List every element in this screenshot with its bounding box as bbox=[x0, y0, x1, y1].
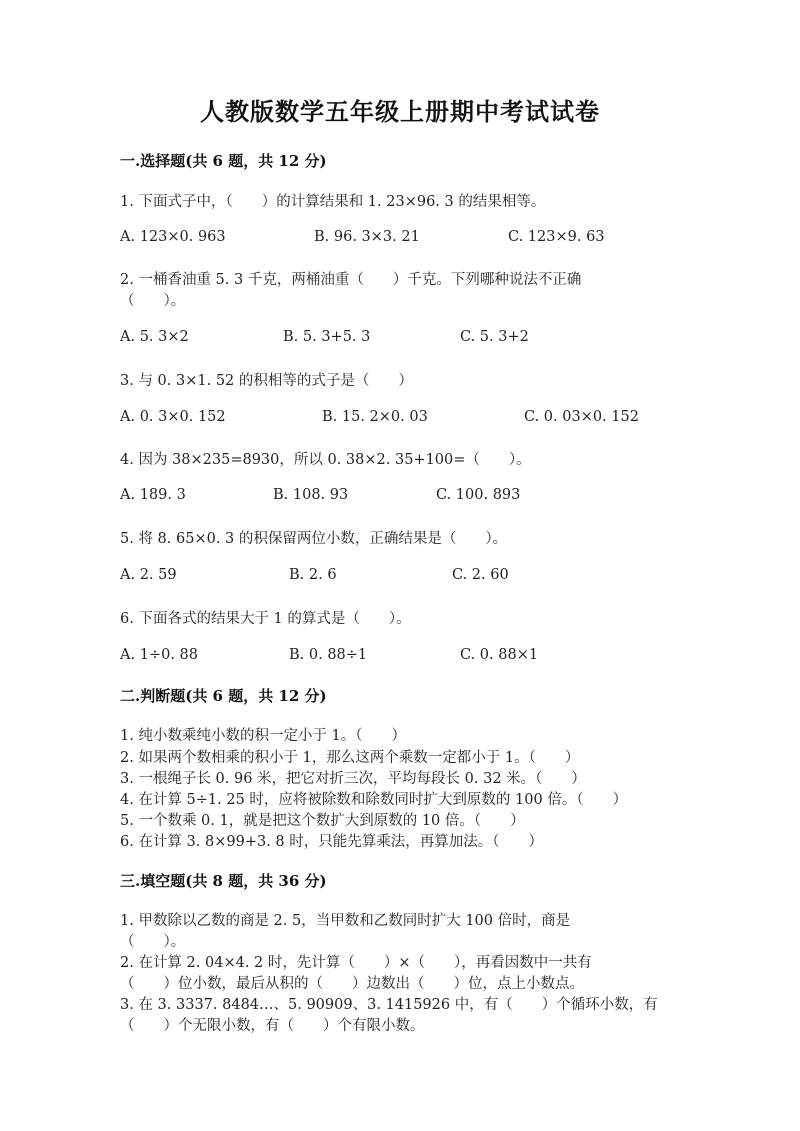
question-5-text: 5. 将 8. 65×0. 3 的积保留两位小数，正确结果是（ ）。 bbox=[120, 531, 508, 547]
q5-option-b: B. 2. 6 bbox=[289, 567, 337, 583]
q1-option-c: C. 123×9. 63 bbox=[508, 229, 605, 245]
section-heading-judgement: 二.判断题(共 6 题，共 12 分) bbox=[120, 687, 327, 705]
q4-option-a: A. 189. 3 bbox=[120, 487, 186, 503]
q3-option-b: B. 15. 2×0. 03 bbox=[322, 409, 428, 425]
judgement-item-1: 1. 纯小数乘纯小数的积一定小于 1。（ ） bbox=[120, 728, 407, 744]
q1-option-b: B. 96. 3×3. 21 bbox=[314, 229, 420, 245]
section-heading-fill-blank: 三.填空题(共 8 题，共 36 分) bbox=[120, 872, 327, 890]
judgement-item-3: 3. 一根绳子长 0. 96 米，把它对折三次，平均每段长 0. 32 米。（ ） bbox=[120, 771, 586, 787]
q5-option-a: A. 2. 59 bbox=[120, 567, 177, 583]
fill-blank-1-line2: （ ）。 bbox=[120, 934, 186, 950]
page-title: 人教版数学五年级上册期中考试试卷 bbox=[200, 97, 600, 126]
judgement-item-2: 2. 如果两个数相乘的积小于 1，那么这两个乘数一定都小于 1。（ ） bbox=[120, 750, 580, 766]
q5-option-c: C. 2. 60 bbox=[452, 567, 509, 583]
judgement-item-4: 4. 在计算 5÷1. 25 时，应将被除数和除数同时扩大到原数的 100 倍。（ ） bbox=[120, 792, 628, 808]
fill-blank-2-line1: 2. 在计算 2. 04×4. 2 时，先计算（ ）×（ ），再看因数中一共有 bbox=[120, 955, 592, 971]
question-1-text: 1. 下面式子中，（ ）的计算结果和 1. 23×96. 3 的结果相等。 bbox=[120, 194, 546, 210]
judgement-item-6: 6. 在计算 3. 8×99+3. 8 时，只能先算乘法，再算加法。（ ） bbox=[120, 834, 543, 850]
q1-option-a: A. 123×0. 963 bbox=[120, 229, 226, 245]
q3-option-c: C. 0. 03×0. 152 bbox=[524, 409, 639, 425]
q4-option-c: C. 100. 893 bbox=[436, 487, 521, 503]
q3-option-a: A. 0. 3×0. 152 bbox=[120, 409, 226, 425]
judgement-item-5: 5. 一个数乘 0. 1，就是把这个数扩大到原数的 10 倍。（ ） bbox=[120, 813, 525, 829]
fill-blank-1-line1: 1. 甲数除以乙数的商是 2. 5，当甲数和乙数同时扩大 100 倍时，商是 bbox=[120, 913, 571, 929]
q2-option-c: C. 5. 3+2 bbox=[460, 329, 529, 345]
q4-option-b: B. 108. 93 bbox=[273, 487, 349, 503]
q6-option-b: B. 0. 88÷1 bbox=[289, 647, 368, 663]
fill-blank-3-line2: （ ）个无限小数，有（ ）个有限小数。 bbox=[120, 1018, 425, 1034]
q6-option-a: A. 1÷0. 88 bbox=[120, 647, 198, 663]
question-6-text: 6. 下面各式的结果大于 1 的算式是（ ）。 bbox=[120, 611, 411, 627]
section-heading-choice: 一.选择题(共 6 题，共 12 分) bbox=[120, 152, 327, 170]
q6-option-c: C. 0. 88×1 bbox=[460, 647, 539, 663]
fill-blank-2-line2: （ ）位小数，最后从积的（ ）边数出（ ）位，点上小数点。 bbox=[120, 976, 584, 992]
fill-blank-3-line1: 3. 在 3. 3337. 8484…、5. 90909、3. 1415926 中，有（ ）个循环小数，有 bbox=[120, 997, 658, 1013]
q2-option-b: B. 5. 3+5. 3 bbox=[283, 329, 371, 345]
question-3-text: 3. 与 0. 3×1. 52 的积相等的式子是（ ） bbox=[120, 373, 413, 389]
question-2-text-line2: （ ）。 bbox=[120, 293, 186, 309]
q2-option-a: A. 5. 3×2 bbox=[120, 329, 189, 345]
question-2-text-line1: 2. 一桶香油重 5. 3 千克，两桶油重（ ）千克。下列哪种说法不正确 bbox=[120, 272, 582, 288]
question-4-text: 4. 因为 38×235=8930，所以 0. 38×2. 35+100=（ ）。 bbox=[120, 452, 531, 468]
